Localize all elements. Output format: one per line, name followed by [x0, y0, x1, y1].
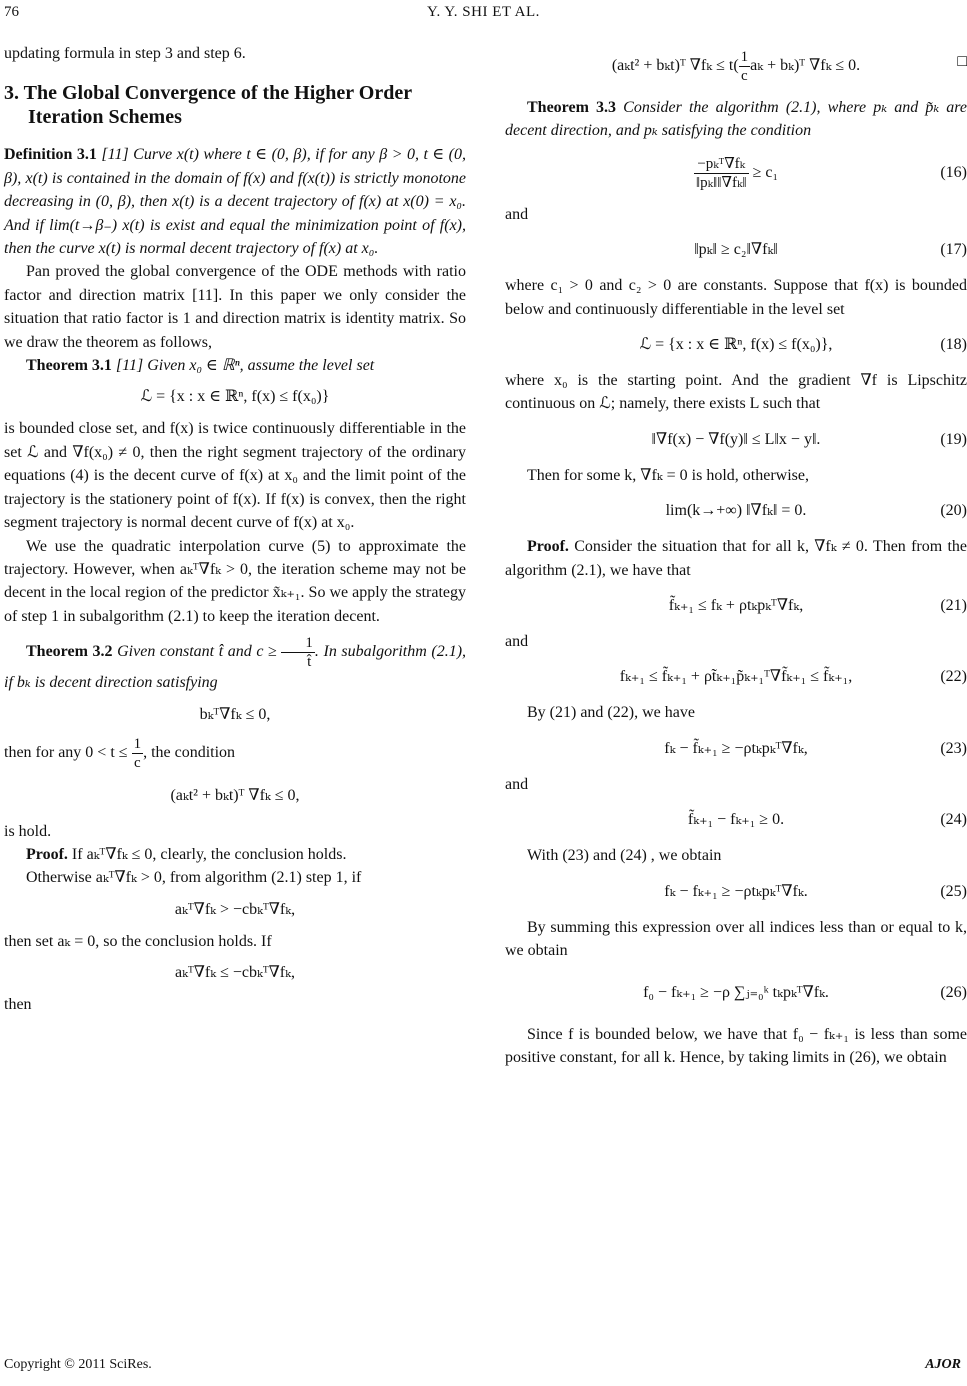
proof-label: Proof. — [26, 845, 68, 863]
where-paragraph: where c₁ > 0 and c₂ > 0 are constants. Suppose that f(x) is bounded below and continuously differentiable in the level set — [505, 277, 967, 318]
definition-text: [11] Curve x(t) where t ∈ (0, β), if for any β > 0, t ∈ (0, β), x(t) is contained in the domain of f(x) and f(x(t)) is strictly monotone decreasing in (0, β), then x(t) is a decent trajectory of f(x) at x(0) = x₀. And if lim(t→β₋) x(t) is exist and equal the minimization point of f(x), then the curve x(t) is normal decent trajectory of f(x) at x₀. — [4, 146, 467, 258]
definition-3-1 — [4, 143, 466, 260]
with-text: With (23) and (24) , we obtain — [527, 847, 722, 865]
is-hold-text: is hold. — [4, 822, 52, 840]
equation-b-condition: bₖᵀ∇fₖ ≤ 0, — [199, 705, 271, 723]
equation-16: $\frac{\text{−pₖᵀ∇fₖ}}{\text{‖pₖ‖‖∇fₖ‖}}$ ≥ c₁ (16) — [695, 155, 967, 191]
proof-otherwise: Otherwise aₖᵀ∇fₖ > 0, from algorithm (2.1) step 1, if — [26, 869, 362, 887]
equation-proof-2: aₖᵀ∇fₖ ≤ −cbₖᵀ∇fₖ, — [175, 964, 295, 982]
fraction-1-over-c-right: $\frac{1}{c}$ — [740, 48, 749, 84]
intro-text: updating formula in step 3 and step 6. — [4, 45, 246, 62]
equation-19: ‖∇f(x) − ∇f(y)‖ ≤ L‖x − y‖. (19) — [651, 430, 967, 448]
qed-box-icon: □ — [957, 53, 967, 70]
theorem-3-1-body: is bounded close set, and f(x) is twice continuously differentiable in the set ℒ and ∇f(x₀) ≠ 0, then the right segment trajectory of the ordinary equations (4) is the decent curve of f(x) at x₀ and the limit point of the trajectory is the stationery point of f(x). If f(x) is convex, then the right segment trajectory is normal decent curve of f(x) at x₀. — [4, 420, 466, 532]
journal-footer: AJOR — [925, 1357, 961, 1372]
and-text-1: and — [505, 205, 529, 223]
proof-3-2: Proof. If aₖᵀ∇fₖ ≤ 0, clearly, the conclusion holds. — [26, 845, 347, 863]
equation-condition: (aₖt² + bₖt)ᵀ ∇fₖ ≤ 0, — [170, 786, 300, 804]
theorem-3-2: Theorem 3.2 Given constant t̂ and c ≥ $\frac{1}{t̂}$ . In subalgorithm (2.1), if bₖ is decent direction satisfying — [4, 635, 467, 692]
right-column — [505, 42, 967, 1069]
where-2-paragraph: where x₀ is the starting point. And the gradient ∇f is Lipschitz continuous on ℒ; namely, there exists L such that — [505, 372, 967, 413]
equation-21: f̃ₖ₊₁ ≤ fₖ + ρtₖpₖᵀ∇fₖ, (21) — [668, 597, 967, 615]
equation-22: fₖ₊₁ ≤ f̃ₖ₊₁ + ρt̃ₖ₊₁p̃ₖ₊₁ᵀ∇f̃ₖ₊₁ ≤ f̃ₖ₊₁, (22) — [619, 668, 967, 686]
fraction-1-over-c: $\frac{1}{c}$ — [133, 735, 142, 771]
definition-label: Definition 3.1 — [4, 146, 97, 164]
proof-then-text: then — [4, 996, 32, 1014]
equation-20: lim(k→+∞) ‖∇fₖ‖ = 0. (20) — [665, 502, 967, 520]
fraction-eq16: $\frac{\text{−pₖᵀ∇fₖ}}{\text{‖pₖ‖‖∇fₖ‖}}$ — [695, 155, 747, 191]
equation-18: ℒ = {x : x ∈ ℝⁿ, f(x) ≤ f(x₀)}, (18) — [639, 336, 967, 354]
equation-25: fₖ − fₖ₊₁ ≥ −ρtₖpₖᵀ∇fₖ. (25) — [664, 882, 967, 900]
equation-26: f₀ − fₖ₊₁ ≥ −ρ ∑ⱼ₌₀ᵏ tₖpₖᵀ∇fₖ. (26) — [643, 983, 967, 1001]
copyright-footer: Copyright © 2011 SciRes. — [4, 1357, 152, 1372]
fraction-1-over-that: $\frac{1}{t̂}$ — [281, 634, 315, 671]
left-column — [4, 42, 466, 1017]
theorem-3-1-label: Theorem 3.1 — [26, 357, 112, 375]
pan-paragraph: Pan proved the global convergence of the ODE methods with ratio factor and direction matrix [11]. In this paper we only consider the situation that ratio factor is 1 and direction matrix is identity matrix. So we draw the theorem as follows, — [4, 263, 466, 351]
theorem-3-2-then: then for any 0 < t ≤ $\frac{1}{c}$ , the condition — [4, 735, 236, 771]
since-paragraph: Since f is bounded below, we have that f₀ − fₖ₊₁ is less than some positive constant, for all k. Hence, by taking limits in (26), we obtain — [505, 1025, 967, 1066]
theorem-3-1-intro — [4, 354, 466, 377]
then-text: Then for some k, ∇fₖ = 0 is hold, otherwise, — [527, 466, 809, 484]
and-text-3: and — [505, 775, 529, 793]
summing-paragraph: By summing this expression over all indices less than or equal to k, we obtain — [505, 918, 967, 960]
quadratic-paragraph: We use the quadratic interpolation curve (5) to approximate the trajectory. However, when aₖᵀ∇fₖ > 0, the iteration scheme may not be decent in the local region of the predictor x̃ₖ₊₁. So we apply the strategy of step 1 in subalgorithm (2.1) to keep the iteration decent. — [4, 537, 466, 625]
equation-23: fₖ − f̃ₖ₊₁ ≥ −ρtₖpₖᵀ∇fₖ, (23) — [664, 739, 967, 757]
equation-top-right: (aₖt² + bₖt)ᵀ ∇fₖ ≤ t( $\frac{1}{c}$ aₖ + bₖ)ᵀ ∇fₖ ≤ 0. □ — [505, 42, 967, 90]
by-text: By (21) and (22), we have — [527, 704, 695, 722]
equation-proof-1: aₖᵀ∇fₖ > −cbₖᵀ∇fₖ, — [174, 900, 296, 918]
proof-set-text: then set aₖ = 0, so the conclusion holds. If — [4, 932, 272, 950]
running-head: Y. Y. SHI ET AL. — [427, 4, 540, 20]
theorem-3-3: Theorem 3.3 Consider the algorithm (2.1), where pₖ and p̃ₖ are decent direction, and pₖ satisfying the condition — [505, 99, 967, 140]
equation-level-set: ℒ = {x : x ∈ ℝⁿ, f(x) ≤ f(x₀)} — [140, 388, 330, 406]
section-title: 3. The Global Convergence of the Higher Order Iteration Schemes — [4, 82, 412, 129]
theorem-3-1-intro-text: [11] Given x₀ ∈ ℝⁿ, assume the level set — [115, 357, 375, 375]
and-text-2: and — [505, 633, 529, 651]
proof-label-right: Proof. — [527, 538, 569, 556]
equation-24: f̃ₖ₊₁ − fₖ₊₁ ≥ 0. (24) — [687, 811, 967, 829]
page-number: 76 — [4, 4, 19, 20]
theorem-3-3-label: Theorem 3.3 — [527, 99, 617, 116]
theorem-3-2-label: Theorem 3.2 — [26, 643, 113, 661]
proof-3-3: Proof. Consider the situation that for all k, ∇fₖ ≠ 0. Then from the algorithm (2.1), we have that — [505, 538, 967, 579]
equation-17: ‖pₖ‖ ≥ c₂‖∇fₖ‖ (17) — [694, 241, 967, 259]
